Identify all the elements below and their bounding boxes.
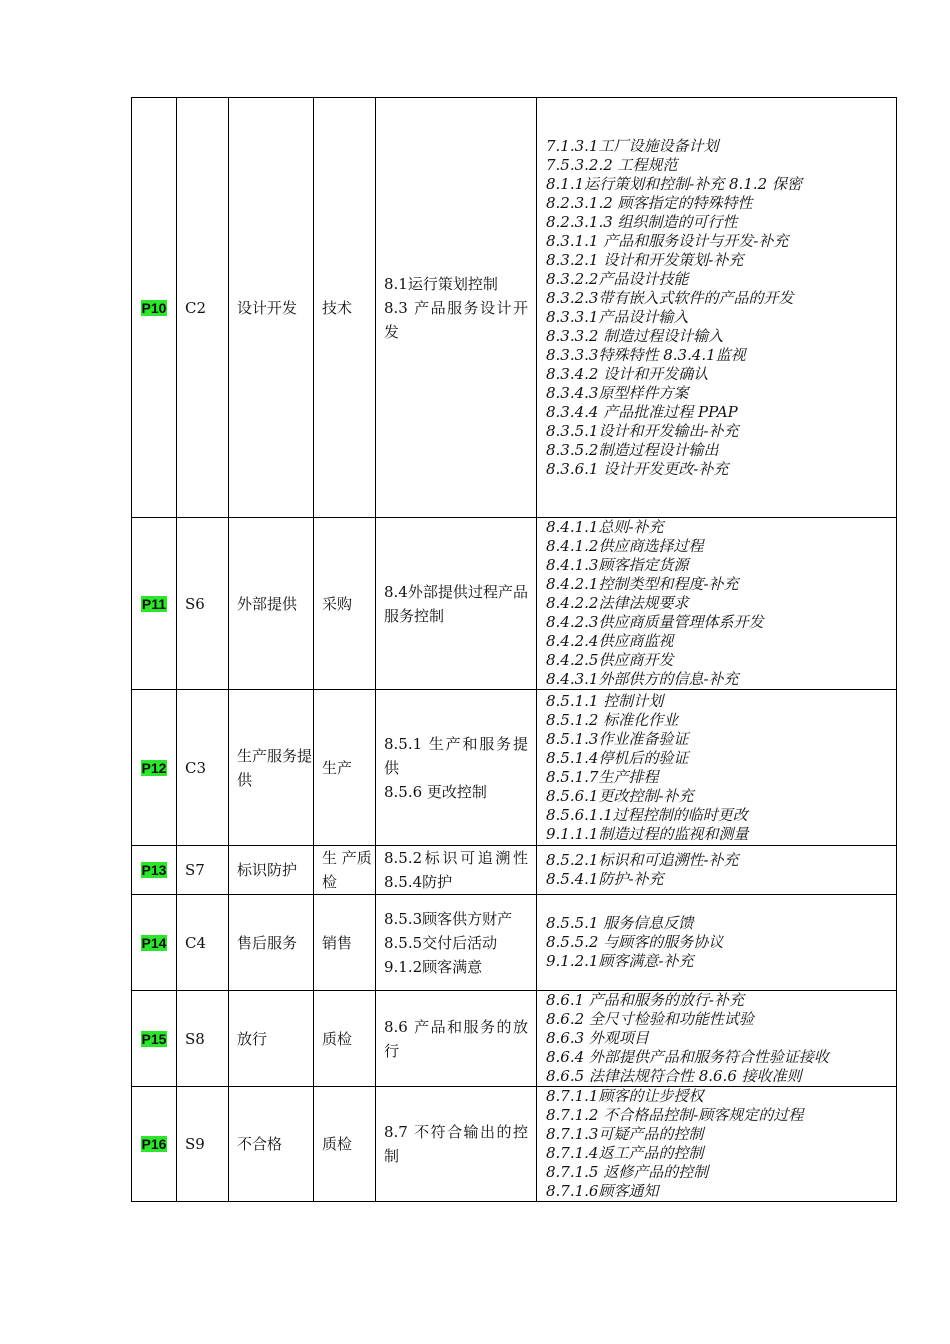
process-type-cell: S7 (177, 846, 229, 895)
reference-clause-line: 8.5.2.1标识和可追溯性-补充 (546, 851, 739, 869)
standard-clause-cell (376, 846, 537, 895)
clause-line: 8.3 产品服务设计开发 (384, 298, 528, 341)
clause-line: 8.4外部提供过程产品服务控制 (384, 582, 528, 625)
reference-clauses-cell (537, 518, 897, 690)
clause-line: 8.5.6 更改控制 (384, 782, 487, 801)
reference-clause-line: 7.5.3.2.2 工程规范 (546, 155, 678, 174)
reference-clause-line: 8.5.1.2 标准化作业 (546, 710, 679, 729)
process-type-cell: C3 (177, 690, 229, 846)
reference-clause-line: 8.3.3.3特殊特性 8.3.4.1监视 (546, 345, 746, 364)
reference-clause-line: 8.5.6.1.1过程控制的临时更改 (546, 805, 748, 824)
reference-clause-line: 8.4.2.2法律法规要求 (546, 594, 689, 612)
process-name-cell: 放行 (229, 991, 314, 1087)
clause-line: 8.5.1 生产和服务提供 (384, 734, 528, 777)
reference-clauses-cell (537, 690, 897, 846)
reference-clauses-cell (537, 991, 897, 1087)
reference-clause-line: 8.7.1.6顾客通知 (546, 1182, 659, 1200)
reference-clause-line: 9.1.1.1制造过程的监视和测量 (546, 824, 749, 843)
reference-clause-line: 8.5.5.2 与顾客的服务协议 (546, 933, 724, 951)
reference-clause-line: 8.4.2.3供应商质量管理体系开发 (546, 613, 764, 631)
table-row (132, 846, 897, 895)
standard-clause-cell (376, 518, 537, 690)
table-row (132, 690, 897, 846)
process-type-cell: C4 (177, 895, 229, 991)
clause-line: 8.5.3顾客供方财产 (384, 909, 513, 928)
reference-clause-line: 8.3.3.2 制造过程设计输入 (546, 326, 724, 345)
standard-clause-cell (376, 98, 537, 518)
reference-clause-line: 8.3.4.3原型样件方案 (546, 383, 689, 402)
process-code-cell (132, 518, 177, 690)
process-code-cell (132, 895, 177, 991)
reference-clause-line: 8.5.5.1 服务信息反馈 (546, 914, 694, 932)
clause-line: 9.1.2顾客满意 (384, 957, 483, 976)
process-code-cell (132, 991, 177, 1087)
reference-clause-line: 8.3.2.2产品设计技能 (546, 269, 689, 288)
reference-clause-line: 8.6.5 法律法规符合性 8.6.6 接收准则 (546, 1067, 802, 1085)
reference-clause-line: 8.3.4.4 产品批准过程 PPAP (546, 402, 738, 421)
reference-clause-line: 8.4.2.4供应商监视 (546, 632, 674, 650)
standard-clause-cell (376, 690, 537, 846)
process-code-cell (132, 1087, 177, 1202)
clause-line: 8.1运行策划控制 (384, 274, 498, 293)
reference-clause-line: 7.1.3.1工厂设施设备计划 (546, 136, 719, 155)
standard-clause-cell (376, 895, 537, 991)
process-table (131, 97, 897, 1202)
reference-clause-line: 8.2.3.1.3 组织制造的可行性 (546, 212, 738, 231)
reference-clause-line: 8.1.1运行策划和控制-补充 8.1.2 保密 (546, 174, 802, 193)
process-name-cell: 设计开发 (229, 98, 314, 518)
process-code: P13 (141, 862, 167, 878)
process-code: P11 (141, 595, 167, 612)
reference-clause-line: 8.3.4.2 设计和开发确认 (546, 364, 709, 383)
standard-clause-cell (376, 1087, 537, 1202)
department-cell: 生 产质检 (314, 846, 376, 895)
process-type-cell: S8 (177, 991, 229, 1087)
process-table-body (132, 98, 897, 1202)
department-cell: 质检 (314, 991, 376, 1087)
reference-clause-line: 8.6.4 外部提供产品和服务符合性验证接收 (546, 1048, 829, 1066)
reference-clauses-cell (537, 895, 897, 991)
clause-line: 8.7 不符合输出的控制 (384, 1123, 528, 1165)
clause-line: 8.5.5交付后活动 (384, 933, 498, 952)
reference-clause-line: 8.7.1.5 返修产品的控制 (546, 1163, 709, 1181)
process-type-cell: C2 (177, 98, 229, 518)
reference-clause-line: 8.5.1.3作业准备验证 (546, 729, 689, 748)
reference-clause-line: 8.7.1.1顾客的让步授权 (546, 1087, 704, 1105)
table-row (132, 518, 897, 690)
reference-clauses-cell (537, 98, 897, 518)
reference-clause-line: 8.4.2.5供应商开发 (546, 651, 674, 669)
reference-clause-line: 8.7.1.2 不合格品控制-顾客规定的过程 (546, 1106, 804, 1124)
reference-clause-line: 8.3.3.1产品设计输入 (546, 307, 689, 326)
reference-clauses-cell (537, 1087, 897, 1202)
process-type-cell: S6 (177, 518, 229, 690)
standard-clause-cell (376, 991, 537, 1087)
process-code-cell (132, 690, 177, 846)
process-code: P15 (141, 1030, 167, 1047)
process-code: P10 (141, 299, 167, 316)
reference-clause-line: 8.2.3.1.2 顾客指定的特殊特性 (546, 193, 753, 212)
department-cell: 质检 (314, 1087, 376, 1202)
department-cell: 销售 (314, 895, 376, 991)
reference-clause-line: 8.5.6.1更改控制-补充 (546, 786, 694, 805)
department-cell: 技术 (314, 98, 376, 518)
table-row (132, 98, 897, 518)
reference-clause-line: 8.7.1.4返工产品的控制 (546, 1144, 704, 1162)
process-name-cell: 生产服务提供 (229, 690, 314, 846)
process-name-cell: 售后服务 (229, 895, 314, 991)
clause-line: 8.6 产品和服务的放行 (384, 1017, 528, 1060)
process-name-cell: 外部提供 (229, 518, 314, 690)
reference-clause-line: 8.7.1.3可疑产品的控制 (546, 1125, 704, 1143)
reference-clause-line: 8.3.6.1 设计开发更改-补充 (546, 459, 729, 478)
department-cell: 生产 (314, 690, 376, 846)
process-name-cell: 标识防护 (229, 846, 314, 895)
process-code: P16 (141, 1136, 167, 1152)
reference-clause-line: 8.6.2 全尺寸检验和功能性试验 (546, 1010, 754, 1028)
reference-clause-line: 8.4.1.1总则-补充 (546, 518, 664, 536)
process-code: P12 (141, 759, 167, 776)
table-row (132, 991, 897, 1087)
reference-clause-line: 8.6.1 产品和服务的放行-补充 (546, 991, 745, 1009)
reference-clause-line: 8.5.1.4停机后的验证 (546, 748, 689, 767)
reference-clauses-cell (537, 846, 897, 895)
process-code-cell (132, 846, 177, 895)
process-type-cell: S9 (177, 1087, 229, 1202)
reference-clause-line: 8.4.2.1控制类型和程度-补充 (546, 575, 739, 593)
department-cell: 采购 (314, 518, 376, 690)
table-row (132, 1087, 897, 1202)
process-code: P14 (141, 934, 167, 951)
table-row (132, 895, 897, 991)
reference-clause-line: 8.4.1.3顾客指定货源 (546, 556, 689, 574)
reference-clause-line: 8.4.3.1外部供方的信息-补充 (546, 670, 739, 688)
reference-clause-line: 8.3.5.1设计和开发输出-补充 (546, 421, 739, 440)
reference-clause-line: 8.3.2.3带有嵌入式软件的产品的开发 (546, 288, 794, 307)
reference-clause-line: 8.3.2.1 设计和开发策划-补充 (546, 250, 744, 269)
reference-clause-line: 8.3.5.2制造过程设计输出 (546, 440, 719, 459)
reference-clause-line: 8.4.1.2供应商选择过程 (546, 537, 704, 555)
reference-clause-line: 8.6.3 外观项目 (546, 1029, 649, 1047)
reference-clause-line: 9.1.2.1顾客满意-补充 (546, 952, 694, 970)
process-code-cell (132, 98, 177, 518)
reference-clause-line: 8.5.1.7生产排程 (546, 767, 659, 786)
reference-clause-line: 8.5.4.1防护-补充 (546, 870, 664, 888)
reference-clause-line: 8.3.1.1 产品和服务设计与开发-补充 (546, 231, 789, 250)
reference-clause-line: 8.5.1.1 控制计划 (546, 691, 664, 710)
clause-line: 8.5.2标识可追溯性8.5.4防护 (384, 849, 528, 891)
process-name-cell: 不合格 (229, 1087, 314, 1202)
